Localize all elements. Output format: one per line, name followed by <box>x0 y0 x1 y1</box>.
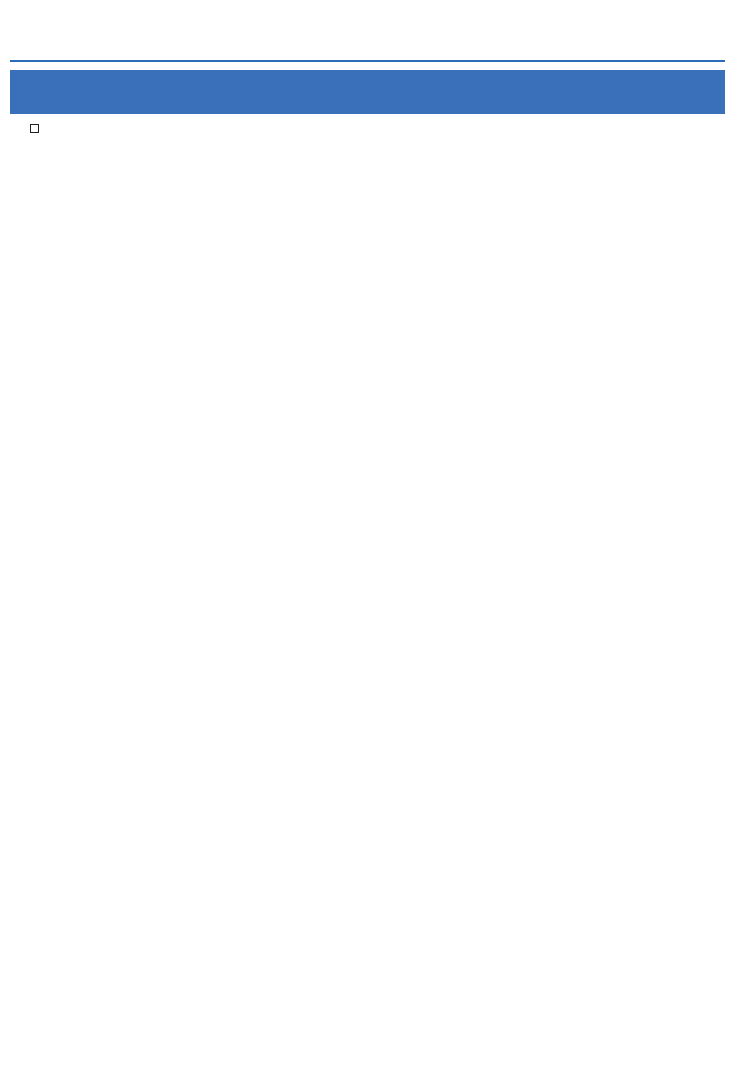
square-bullet-icon <box>30 124 39 133</box>
header-divider <box>10 60 725 62</box>
article-title-banner <box>10 70 725 114</box>
byline <box>30 123 59 135</box>
page-header <box>0 0 735 60</box>
